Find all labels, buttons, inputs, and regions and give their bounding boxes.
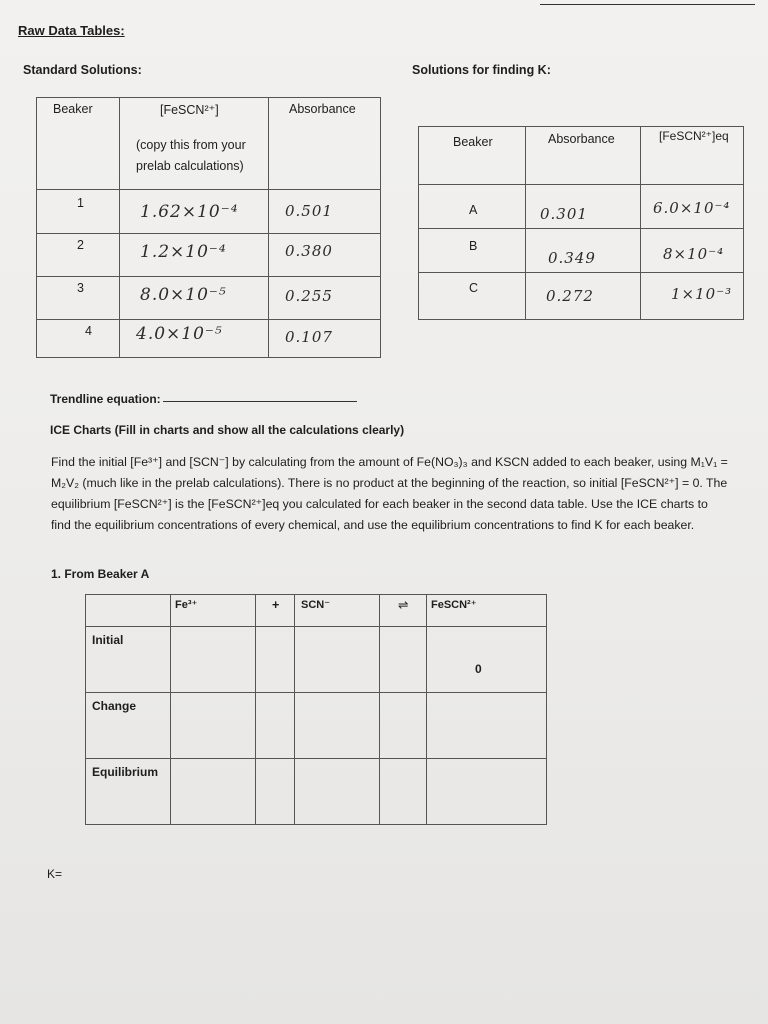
solutions-k-table [418,126,744,320]
ice-chart-table [85,594,547,825]
ice-cell[interactable] [256,627,295,693]
note-line-1: (copy this from your [136,138,246,152]
solutions-k-title: Solutions for finding K: [412,63,551,77]
ice-label-equilibrium: Equilibrium [92,765,158,779]
row-conc: 1.62×10⁻⁴ [140,202,239,222]
raw-data-title: Raw Data Tables: [18,23,125,38]
k-row-beaker: B [469,239,478,253]
k-header-absorbance: Absorbance [548,132,615,146]
note-line-2: prelab calculations) [136,159,244,173]
table-row [37,320,381,358]
table-row [37,277,381,320]
standard-solutions-table [36,97,381,358]
ice-title: ICE Charts (Fill in charts and show all the calculations clearly) [50,423,405,437]
ice-cell[interactable] [171,759,256,825]
ice-label-change: Change [92,699,137,713]
table-row [419,185,744,229]
ice-cell[interactable] [380,693,427,759]
ice-cell[interactable] [380,759,427,825]
ice-cell[interactable] [171,693,256,759]
instructions-paragraph: Find the initial [Fe³⁺] and [SCN⁻] by calculating from the amount of Fe(NO₃)₃ and KSCN added to each beaker, using M₁V₁ = M₂V₂ (much like in the prelab calculations). There is no product at the beginning of the reaction, so initial [FeSCN²⁺] = 0. The equilibrium [FeSCN²⁺] is the [FeSCN²⁺]eq you calculated for each beaker in the second data table. Use the ICE charts to find the equilibrium concentrations of every chemical, and use the equilibrium concentrations to find K for each beaker. [51,455,728,532]
k-row-conc: 6.0×10⁻⁴ [653,199,731,217]
ice-row-change [86,693,547,759]
k-label: K= [47,867,63,881]
k-row-beaker: A [469,203,478,217]
row-abs: 0.107 [285,328,333,346]
k-row-abs: 0.349 [548,249,596,267]
row-conc: 8.0×10⁻⁵ [140,285,227,305]
header-fescn: [FeSCN²⁺] [160,103,219,117]
row-beaker: 2 [77,238,84,252]
table-row [419,273,744,320]
table-row [419,229,744,273]
ice-cell[interactable] [295,627,380,693]
row-beaker: 3 [77,281,84,295]
ice-cell[interactable] [256,759,295,825]
row-abs: 0.380 [285,242,333,260]
k-row-beaker: C [469,281,479,295]
k-header-beaker: Beaker [453,135,493,149]
ice-header-plus: + [272,598,280,612]
equilibrium-arrow-icon: ⇌ [398,598,409,612]
header-absorbance: Absorbance [289,102,356,116]
ice-initial-product: 0 [475,662,482,676]
ice-cell[interactable] [427,693,547,759]
k-row-conc: 8×10⁻⁴ [663,245,725,263]
table-row [37,234,381,277]
k-row-abs: 0.301 [540,205,588,223]
ice-label-initial: Initial [92,633,124,647]
ice-header-fescn: FeSCN²⁺ [431,599,477,611]
ice-cell[interactable] [256,693,295,759]
name-line [540,4,755,5]
ice-row-equilibrium [86,759,547,825]
standard-solutions-title: Standard Solutions: [23,63,142,77]
k-row-abs: 0.272 [546,287,594,305]
table-row [37,190,381,234]
row-abs: 0.501 [285,202,333,220]
row-abs: 0.255 [285,287,333,305]
ice-row-initial [86,627,547,693]
row-conc: 4.0×10⁻⁵ [136,324,223,344]
ice-cell[interactable] [295,759,380,825]
ice-cell[interactable] [380,627,427,693]
row-beaker: 1 [77,196,84,210]
ice-header-fe: Fe³⁺ [175,599,198,611]
ice-section-label: 1. From Beaker A [51,567,150,581]
k-header-fescn-eq: [FeSCN²⁺]eq [659,129,729,143]
ice-cell[interactable] [427,759,547,825]
trendline-blank[interactable] [163,401,357,402]
row-conc: 1.2×10⁻⁴ [140,242,227,262]
k-row-conc: 1×10⁻³ [671,285,733,303]
ice-cell[interactable] [171,627,256,693]
ice-header-scn: SCN⁻ [301,599,331,611]
ice-cell[interactable] [295,693,380,759]
header-beaker: Beaker [53,102,93,116]
trendline-label: Trendline equation: [50,392,161,406]
row-beaker: 4 [85,324,92,338]
